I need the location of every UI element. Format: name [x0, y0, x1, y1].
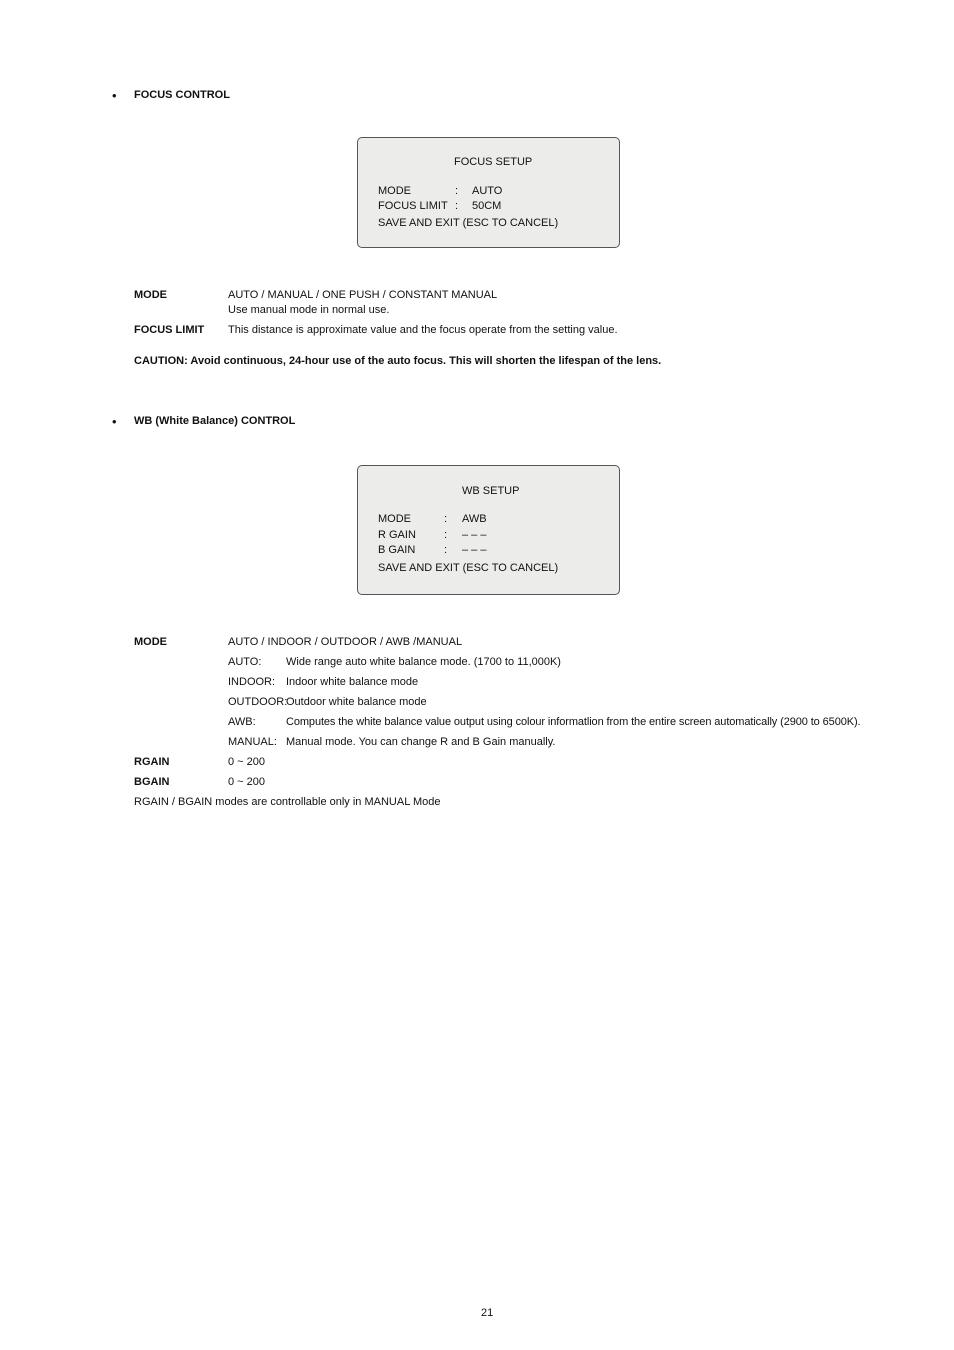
definition-text: Use manual mode in normal use.: [228, 304, 390, 316]
osd-title: WB SETUP: [462, 485, 520, 497]
definition-term-mode: MODE: [134, 289, 167, 301]
osd-footer: SAVE AND EXIT (ESC TO CANCEL): [378, 562, 559, 574]
definition-text: AUTO / MANUAL / ONE PUSH / CONSTANT MANUAL: [228, 289, 498, 301]
bgain-range: 0 ~ 200: [228, 776, 266, 788]
mode-options: AUTO / INDOOR / OUTDOOR / AWB /MANUAL: [228, 636, 463, 648]
mode-description: Wide range auto white balance mode. (1700 to 11,000K): [286, 656, 561, 668]
mode-name: AUTO:: [228, 656, 262, 668]
definition-term-focus-limit: FOCUS LIMIT: [134, 324, 205, 336]
osd-separator: :: [444, 544, 448, 556]
osd-focus-limit-label: FOCUS LIMIT: [378, 200, 448, 212]
osd-separator: :: [444, 529, 448, 541]
focus-control-heading: FOCUS CONTROL: [134, 89, 230, 101]
osd-focus-limit-value: 50CM: [472, 200, 502, 212]
osd-separator: :: [455, 185, 459, 197]
mode-name: MANUAL:: [228, 736, 277, 748]
mode-description: Computes the white balance value output using colour informatlion from the entire screen automatically (2900 to 6500K).: [286, 716, 861, 728]
focus-bullet: •: [112, 88, 117, 103]
definition-term-rgain: RGAIN: [134, 756, 170, 768]
osd-mode-value: AWB: [462, 513, 487, 525]
osd-mode-label: MODE: [378, 513, 411, 525]
osd-b-gain-label: B GAIN: [378, 544, 416, 556]
mode-description: Manual mode. You can change R and B Gain manually.: [286, 736, 556, 748]
definition-term-mode: MODE: [134, 636, 167, 648]
mode-description: Indoor white balance mode: [286, 676, 419, 688]
caution-text: CAUTION: Avoid continuous, 24-hour use of the auto focus. This will shorten the lifespan of the lens.: [134, 355, 662, 367]
osd-separator: :: [455, 200, 459, 212]
wb-bullet: •: [112, 414, 117, 429]
gain-note: RGAIN / BGAIN modes are controllable only in MANUAL Mode: [134, 796, 441, 808]
osd-b-gain-value: – – –: [462, 544, 487, 556]
mode-name: OUTDOOR:: [228, 696, 288, 708]
page-number: 21: [481, 1307, 494, 1319]
osd-mode-value: AUTO: [472, 185, 503, 197]
mode-description: Outdoor white balance mode: [286, 696, 427, 708]
mode-name: AWB:: [228, 716, 256, 728]
definition-term-bgain: BGAIN: [134, 776, 170, 788]
definition-text: This distance is approximate value and the focus operate from the setting value.: [228, 324, 618, 336]
osd-mode-label: MODE: [378, 185, 411, 197]
mode-name: INDOOR:: [228, 676, 276, 688]
osd-title: FOCUS SETUP: [454, 156, 533, 168]
wb-setup-osd: [357, 465, 620, 595]
focus-setup-osd: [357, 137, 620, 248]
rgain-range: 0 ~ 200: [228, 756, 266, 768]
osd-separator: :: [444, 513, 448, 525]
osd-r-gain-value: – – –: [462, 529, 487, 541]
osd-footer: SAVE AND EXIT (ESC TO CANCEL): [378, 217, 559, 229]
osd-r-gain-label: R GAIN: [378, 529, 416, 541]
wb-control-heading: WB (White Balance) CONTROL: [134, 415, 296, 427]
